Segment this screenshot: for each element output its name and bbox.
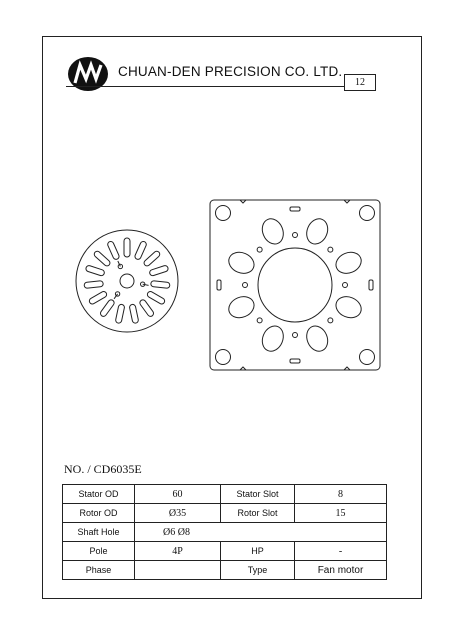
stator-rivet-hole	[328, 318, 333, 323]
spec-label: Pole	[63, 542, 135, 561]
edge-notch	[290, 207, 300, 211]
stator-slot	[303, 323, 331, 355]
edge-notch	[217, 280, 221, 290]
rotor-slot	[93, 250, 111, 267]
spec-label: Type	[221, 561, 295, 580]
rotor-slot	[146, 290, 165, 305]
rotor-slot	[107, 240, 120, 260]
rotor-slot	[115, 304, 125, 324]
rotor-slot	[99, 299, 115, 318]
rotor-rivet-slot	[143, 284, 149, 285]
spec-value: 4P	[135, 542, 221, 561]
spec-label: HP	[221, 542, 295, 561]
stator-rivet-hole	[243, 283, 248, 288]
table-row	[63, 561, 387, 580]
stator-lamination-icon	[210, 200, 380, 370]
rotor-slot	[143, 250, 161, 267]
stator-slot	[226, 293, 258, 321]
table-row	[63, 542, 387, 561]
edge-notch	[369, 280, 373, 290]
rotor-slot	[84, 281, 104, 289]
rotor-slot	[149, 265, 169, 277]
model-number: NO. / CD6035E	[64, 462, 142, 476]
rotor-lamination-icon	[76, 230, 178, 332]
spec-value: Ø35	[135, 504, 221, 523]
table-row	[63, 523, 387, 542]
rotor-rivet-hole	[118, 264, 122, 268]
rotor-slot	[151, 281, 171, 289]
spec-value: 8	[295, 485, 387, 504]
edge-notch	[290, 359, 300, 363]
spec-value: -	[295, 542, 387, 561]
stator-rivet-hole	[257, 318, 262, 323]
rotor-slot	[88, 290, 107, 305]
stator-slot	[259, 216, 287, 248]
rotor-slot	[134, 240, 147, 260]
spec-value: Fan motor	[295, 561, 387, 580]
spec-table	[62, 484, 387, 580]
stator-slot	[303, 216, 331, 248]
spec-value	[135, 561, 221, 580]
rotor-slot	[129, 304, 139, 324]
rotor-outline	[76, 230, 178, 332]
table-row	[63, 504, 387, 523]
spec-label: Phase	[63, 561, 135, 580]
spec-label: Shaft Hole	[63, 523, 135, 542]
rotor-slot	[124, 238, 130, 257]
spec-value: 60	[135, 485, 221, 504]
table-row	[63, 485, 387, 504]
rotor-slot	[139, 299, 155, 318]
page-number: 12	[344, 74, 376, 91]
rotor-slot	[85, 265, 105, 277]
stator-rivet-hole	[343, 283, 348, 288]
stator-rivet-hole	[328, 247, 333, 252]
stator-slot	[333, 293, 365, 321]
stator-rivet-hole	[257, 247, 262, 252]
spec-label: Rotor OD	[63, 504, 135, 523]
stator-slot	[259, 323, 287, 355]
spec-value: 15	[295, 504, 387, 523]
company-name: CHUAN-DEN PRECISION CO. LTD.	[118, 64, 343, 79]
mounting-hole	[216, 206, 231, 221]
stator-slot	[226, 249, 258, 277]
stator-slot	[333, 249, 365, 277]
spec-label: Rotor Slot	[221, 504, 295, 523]
spec-label: Stator Slot	[221, 485, 295, 504]
stator-outline	[210, 200, 380, 370]
stator-bore	[258, 248, 332, 322]
spec-label: Stator OD	[63, 485, 135, 504]
stator-rivet-hole	[293, 333, 298, 338]
spec-value: Ø6 Ø8	[135, 523, 387, 542]
stator-rivet-hole	[293, 233, 298, 238]
mounting-hole	[360, 350, 375, 365]
mounting-hole	[216, 350, 231, 365]
shaft-hole	[120, 274, 134, 288]
mounting-hole	[360, 206, 375, 221]
